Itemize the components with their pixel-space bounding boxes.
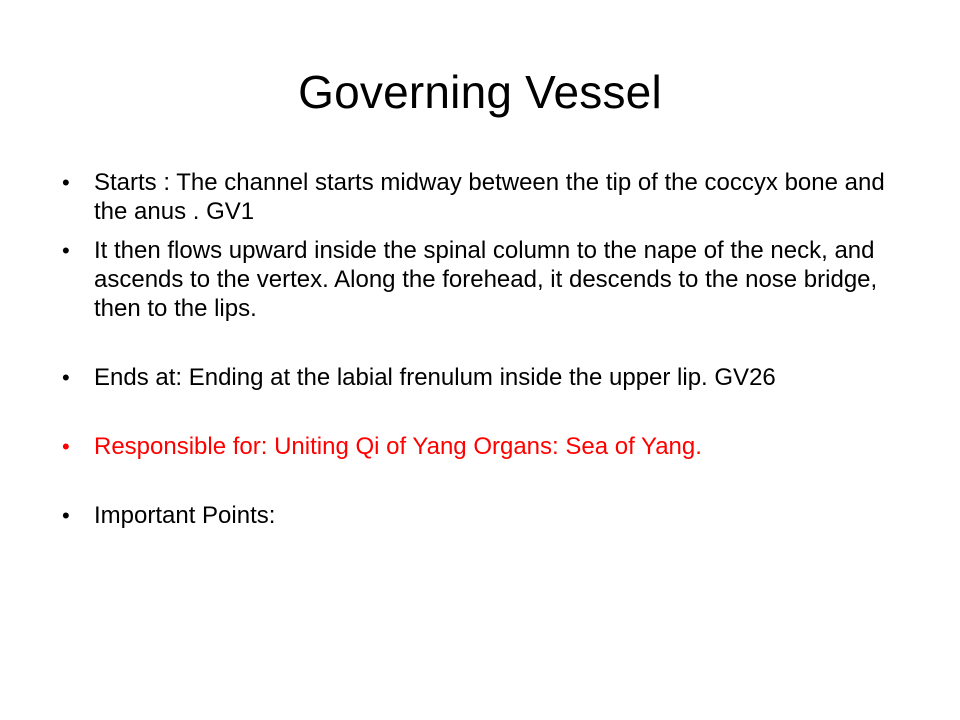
bullet-text: Important Points: [94, 502, 276, 529]
bullet-dot-icon: • [62, 503, 70, 528]
bullet-flows [62, 236, 922, 323]
bullet-text: It then flows upward inside the spinal column to the nape of the neck, and ascends to the vertex. Along the forehead, it descends to the nose bridge, then to the lips. [94, 237, 878, 322]
bullet-dot-icon: • [62, 238, 70, 263]
bullet-ends [62, 363, 922, 392]
bullet-text: Ends at: Ending at the labial frenulum inside the upper lip. GV26 [94, 364, 776, 391]
bullet-responsible [62, 432, 922, 461]
bullet-text: Starts : The channel starts midway between the tip of the coccyx bone and the anus . GV1 [94, 169, 885, 225]
bullet-dot-icon: • [62, 365, 70, 390]
bullet-dot-icon: • [62, 434, 70, 459]
bullet-list [62, 168, 922, 540]
bullet-dot-icon: • [62, 170, 70, 195]
slide-title: Governing Vessel [298, 66, 662, 118]
bullet-important-points [62, 501, 922, 530]
bullet-text: Responsible for: Uniting Qi of Yang Organs: Sea of Yang. [94, 433, 702, 460]
bullet-starts [62, 168, 922, 226]
